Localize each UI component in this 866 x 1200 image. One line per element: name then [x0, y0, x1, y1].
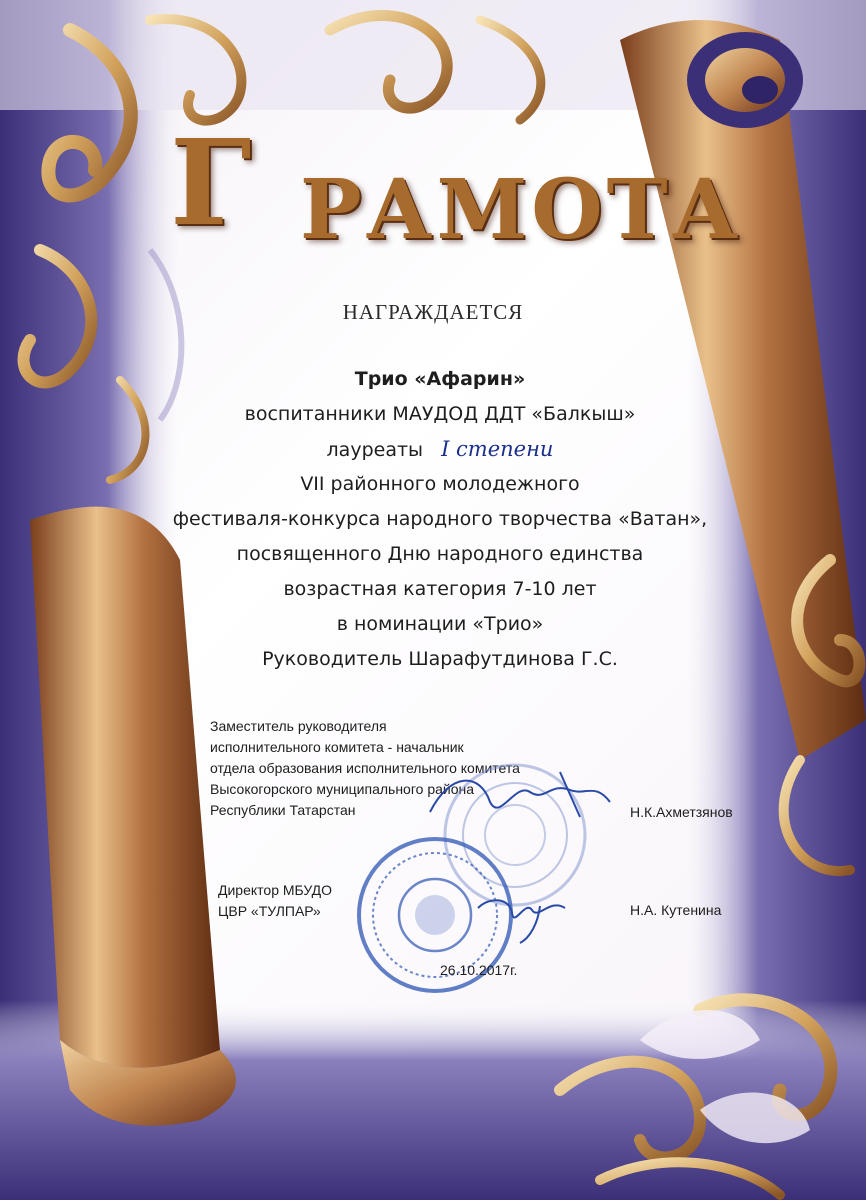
festival-line-1: VII районного молодежного: [300, 473, 580, 495]
nomination-line: в номинации «Трио»: [336, 613, 544, 635]
certificate-title: [150, 113, 743, 268]
title-initial: Г: [170, 113, 252, 252]
awarded-heading: НАГРАЖДАЕТСЯ: [342, 300, 524, 324]
age-category-line: возрастная категория 7-10 лет: [283, 578, 597, 600]
deputy-title-line: исполнительного комитета - начальник: [210, 739, 464, 755]
leader-line: Руководитель Шарафутдинова Г.С.: [262, 648, 618, 670]
director-title-line: Директор МБУДО: [218, 882, 333, 898]
director-name: Н.А. Кутенина: [630, 902, 722, 918]
pupils-line: воспитанники МАУДОД ДДТ «Балкыш»: [244, 403, 636, 425]
deputy-signature-icon: [420, 762, 620, 832]
director-title-line: ЦВР «ТУЛПАР»: [218, 903, 321, 919]
title-rest: РАМОТА: [300, 162, 743, 258]
award-text: [150, 362, 730, 677]
laureates-prefix: лауреаты: [326, 439, 424, 461]
recipient-name: Трио «Афарин»: [354, 368, 526, 390]
deputy-name: Н.К.Ахметзянов: [630, 804, 733, 820]
deputy-title-line: отдела образования исполнительного комитета: [210, 760, 520, 776]
director-title: [218, 880, 332, 922]
handwritten-degree: I степени: [441, 437, 554, 461]
dedication-line: посвященного Дню народного единства: [236, 543, 644, 565]
issue-date: 26.10.2017г.: [440, 962, 518, 978]
deputy-title-line: Высокогорского муниципального района: [210, 781, 475, 797]
deputy-title-line: Заместитель руководителя: [210, 718, 387, 734]
festival-line-2: фестиваля-конкурса народного творчества «Ватан»,: [172, 508, 708, 530]
director-signature-icon: [470, 888, 580, 948]
laureates-line: [150, 432, 730, 467]
deputy-title-line: Республики Татарстан: [210, 802, 356, 818]
